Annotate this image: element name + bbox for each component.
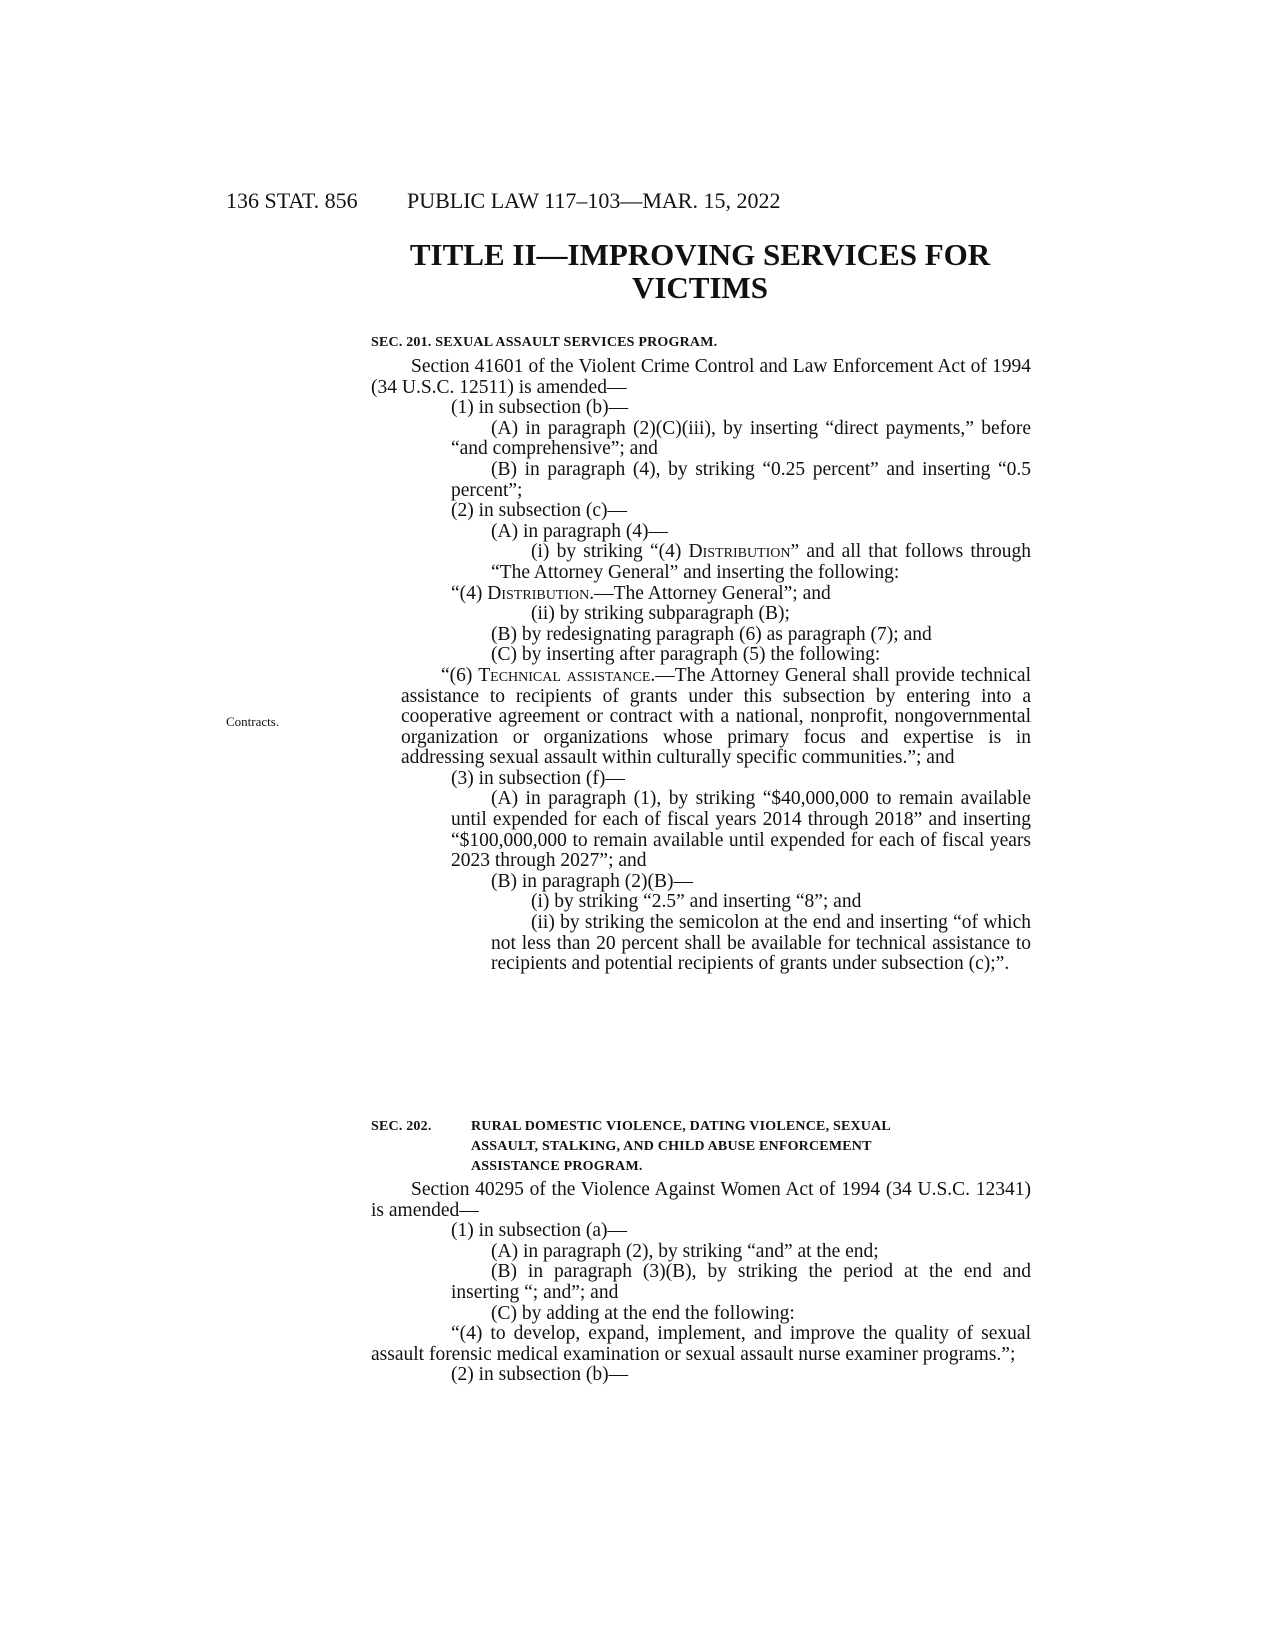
title-heading bbox=[370, 238, 1030, 304]
sec201-para-2a: (A) in paragraph (4)— bbox=[491, 520, 669, 542]
sec201-para-1a: (A) in paragraph (2)(C)(iii), by inserting “direct payments,” before “and comprehensive”; and bbox=[451, 417, 1031, 460]
margin-note-contracts: Contracts. bbox=[226, 714, 280, 729]
sec201-para-2a-i bbox=[371, 542, 1031, 583]
title-line-1: TITLE II—IMPROVING SERVICES FOR bbox=[409, 237, 991, 272]
sec201-para-3b: (B) in paragraph (2)(B)— bbox=[491, 870, 693, 892]
section-201-body bbox=[371, 357, 1031, 975]
sec201-quoted-distribution bbox=[371, 584, 1031, 605]
running-header: PUBLIC LAW 117–103—MAR. 15, 2022 bbox=[407, 188, 781, 213]
sec201-para-2c: (C) by inserting after paragraph (5) the following: bbox=[491, 644, 881, 666]
sec202-para-1c: (C) by adding at the end the following: bbox=[491, 1302, 795, 1324]
section-202-body bbox=[371, 1180, 1031, 1386]
small-caps-run: Technical assistance bbox=[478, 664, 651, 686]
text-run: (i) by striking “(4) bbox=[531, 541, 689, 563]
section-202-heading-line-3: ASSISTANCE PROGRAM. bbox=[471, 1159, 643, 1174]
sec202-para-2: (2) in subsection (b)— bbox=[451, 1364, 629, 1386]
sec201-para-1b: (B) in paragraph (4), by striking “0.25 percent” and inserting “0.5 percent”; bbox=[451, 458, 1031, 501]
sec201-para-3b-ii: (ii) by striking the semicolon at the end and inserting “of which not less than 20 percent shall be available for technical assistance to recipients and potential recipients of grants under subsection (c);”. bbox=[491, 912, 1031, 975]
sec201-para-2a-ii: (ii) by striking subparagraph (B); bbox=[531, 603, 790, 625]
sec201-para-2b: (B) by redesignating paragraph (6) as paragraph (7); and bbox=[491, 623, 932, 645]
sec202-intro: Section 40295 of the Violence Against Women Act of 1994 (34 U.S.C. 12341) is amended— bbox=[371, 1179, 1031, 1221]
heading-text: RURAL DOMESTIC VIOLENCE, DATING VIOLENCE, SEXUAL bbox=[471, 1119, 891, 1134]
sec202-quoted-para-4: “(4) to develop, expand, implement, and improve the quality of sexual assault forensic medical examination or sexual assault nurse examiner programs.”; bbox=[371, 1323, 1031, 1365]
sec201-quoted-technical-assistance bbox=[371, 666, 1031, 769]
sec201-para-3a: (A) in paragraph (1), by striking “$40,000,000 to remain available until expended for each of fiscal years 2014 through 2018” and inserting “$100,000,000 to remain available until expended for each of fiscal years 2023 through 2027”; and bbox=[451, 788, 1031, 872]
section-202-heading-line-1 bbox=[371, 1117, 1031, 1137]
sec202-para-1a: (A) in paragraph (2), by striking “and” at the end; bbox=[491, 1240, 879, 1262]
text-run: .—The Attorney General”; and bbox=[589, 582, 831, 604]
sec201-para-3b-i: (i) by striking “2.5” and inserting “8”; and bbox=[531, 891, 862, 913]
sec201-para-3: (3) in subsection (f)— bbox=[451, 767, 625, 789]
sec202-para-1: (1) in subsection (a)— bbox=[451, 1220, 627, 1242]
text-run: “(4) bbox=[451, 582, 488, 604]
section-number: SEC. 202. bbox=[371, 1119, 432, 1134]
sec201-para-1: (1) in subsection (b)— bbox=[451, 397, 629, 419]
small-caps-run: Distribution bbox=[487, 582, 590, 604]
text-run: .—The Attorney General shall provide technical assistance to recipients of grants under this subsection by entering into a cooperative agreement or contract with a national, nonprofit, nongovernmental organization or organizations whose primary focus and expertise is in addressing sexual assault within culturally specific communities.”; and bbox=[401, 664, 1031, 769]
small-caps-run: Distribution bbox=[688, 541, 791, 563]
sec201-para-2: (2) in subsection (c)— bbox=[451, 500, 627, 522]
sec202-para-1b: (B) in paragraph (3)(B), by striking the period at the end and inserting “; and”; and bbox=[451, 1261, 1031, 1303]
text-run: ” and all that follows through “The Attorney General” and inserting the following: bbox=[491, 541, 1032, 583]
title-line-2: VICTIMS bbox=[631, 270, 769, 305]
stat-page-number: 136 STAT. 856 bbox=[226, 188, 358, 213]
section-201-heading: SEC. 201. SEXUAL ASSAULT SERVICES PROGRAM. bbox=[371, 335, 718, 350]
sec201-intro: Section 41601 of the Violent Crime Control and Law Enforcement Act of 1994 (34 U.S.C. 12511) is amended— bbox=[371, 356, 1031, 398]
section-202-heading-line-2: ASSAULT, STALKING, AND CHILD ABUSE ENFORCEMENT bbox=[471, 1139, 872, 1154]
section-202-heading bbox=[371, 1117, 1031, 1177]
text-run: “(6) bbox=[441, 664, 479, 686]
